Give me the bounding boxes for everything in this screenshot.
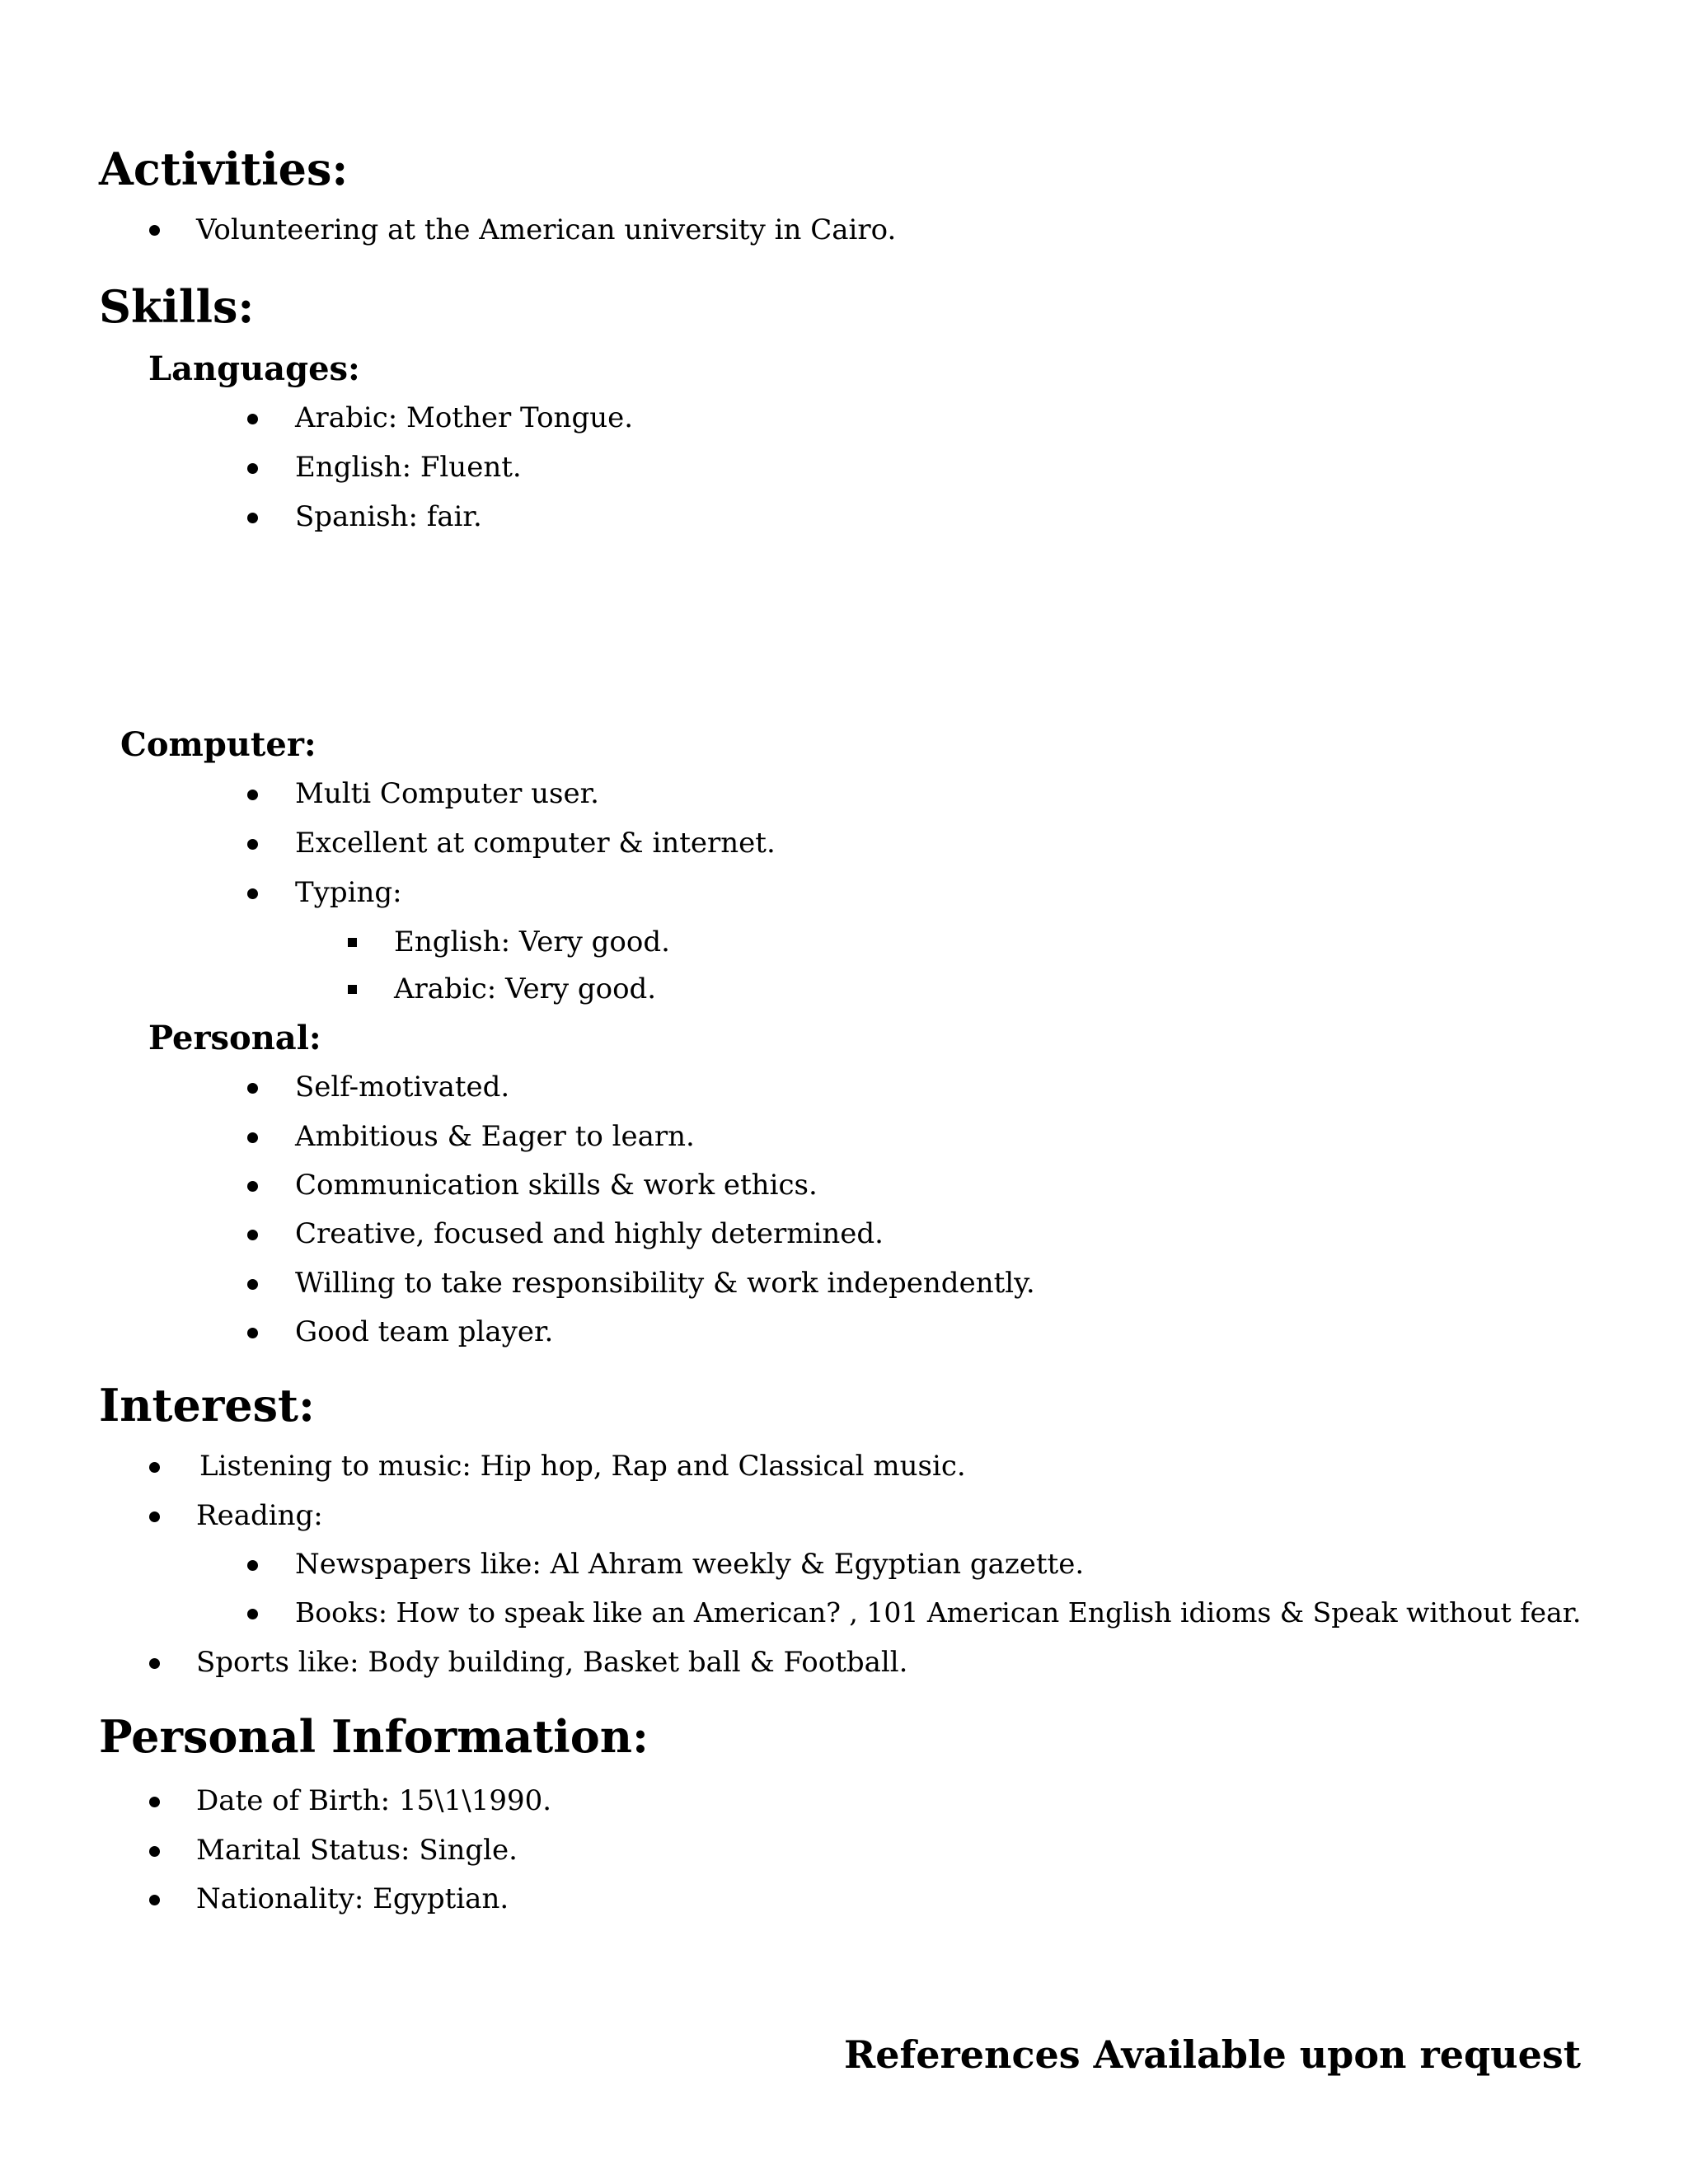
personal-item: Communication skills & work ethics. <box>295 1169 818 1202</box>
personal-info-item: Date of Birth: 15\1\1990. <box>196 1784 552 1817</box>
computer-item: Typing: <box>295 876 402 909</box>
bullet-icon <box>247 1279 258 1290</box>
bullet-icon <box>247 463 258 474</box>
interest-item: Sports like: Body building, Basket ball & Football. <box>196 1646 908 1679</box>
language-item: English: Fluent. <box>295 451 522 484</box>
skills-heading: Skills: <box>99 280 255 333</box>
bullet-icon <box>247 1132 258 1143</box>
bullet-icon <box>247 888 258 899</box>
computer-item: Multi Computer user. <box>295 777 599 810</box>
computer-item: Excellent at computer & internet. <box>295 827 776 860</box>
interest-item: Reading: <box>196 1499 323 1532</box>
bullet-icon <box>149 1846 160 1857</box>
bullet-icon <box>149 225 160 236</box>
personal-item: Good team player. <box>295 1315 554 1348</box>
bullet-icon <box>247 1328 258 1338</box>
reading-item: Books: How to speak like an American? , 101 American English idioms & Speak without fear. <box>295 1596 1582 1629</box>
bullet-icon <box>247 1083 258 1094</box>
bullet-icon <box>247 790 258 800</box>
bullet-icon <box>247 1560 258 1571</box>
personal-item: Ambitious & Eager to learn. <box>295 1120 695 1153</box>
personal-item: Self-motivated. <box>295 1071 510 1104</box>
activity-item: Volunteering at the American university in Cairo. <box>196 213 897 246</box>
typing-item: English: Very good. <box>394 926 670 958</box>
personal-item: Creative, focused and highly determined. <box>295 1217 884 1250</box>
bullet-icon <box>149 1895 160 1905</box>
bullet-icon <box>149 1511 160 1522</box>
square-bullet-icon <box>348 985 357 994</box>
bullet-icon <box>149 1462 160 1473</box>
bullet-icon <box>149 1658 160 1669</box>
activities-heading: Activities: <box>99 143 349 195</box>
bullet-icon <box>247 1609 258 1619</box>
personal-info-item: Nationality: Egyptian. <box>196 1882 509 1915</box>
bullet-icon <box>247 513 258 523</box>
bullet-icon <box>247 1181 258 1192</box>
bullet-icon <box>247 414 258 424</box>
reading-item: Newspapers like: Al Ahram weekly & Egyptian gazette. <box>295 1548 1085 1581</box>
interest-item: Listening to music: Hip hop, Rap and Classical music. <box>199 1450 966 1483</box>
computer-heading: Computer: <box>120 725 316 764</box>
references-note: References Available upon request <box>844 2032 1581 2077</box>
interest-heading: Interest: <box>99 1379 315 1432</box>
bullet-icon <box>247 839 258 850</box>
personal-heading: Personal: <box>148 1019 321 1057</box>
bullet-icon <box>149 1797 160 1807</box>
typing-item: Arabic: Very good. <box>394 972 657 1005</box>
bullet-icon <box>247 1230 258 1240</box>
personal-information-heading: Personal Information: <box>99 1710 649 1763</box>
personal-item: Willing to take responsibility & work independently. <box>295 1267 1035 1300</box>
language-item: Arabic: Mother Tongue. <box>295 401 634 434</box>
square-bullet-icon <box>348 938 357 947</box>
language-item: Spanish: fair. <box>295 500 482 533</box>
personal-info-item: Marital Status: Single. <box>196 1834 518 1867</box>
languages-heading: Languages: <box>148 349 360 388</box>
